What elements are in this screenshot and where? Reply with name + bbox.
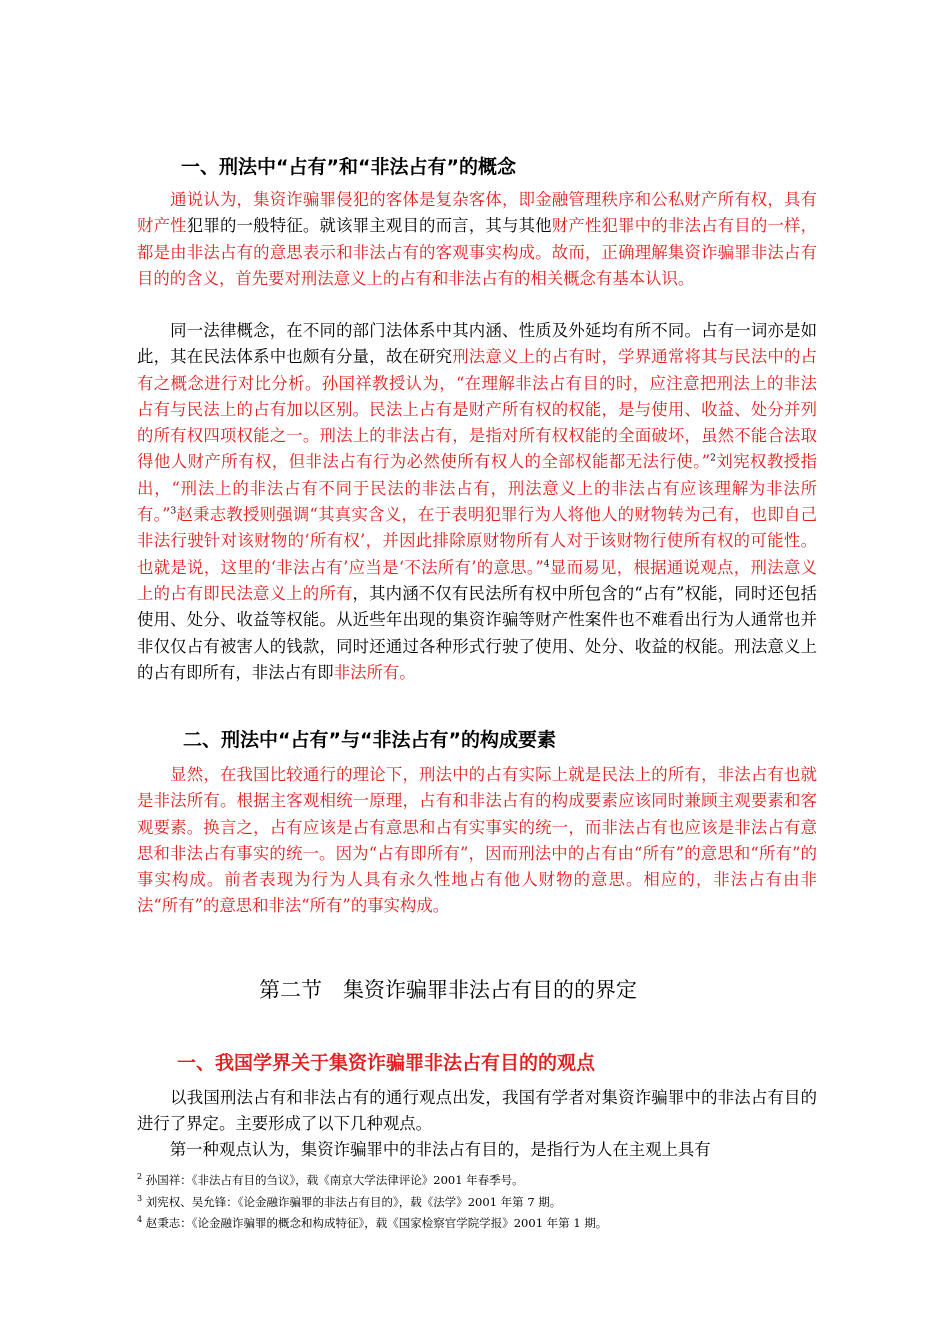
footnote-text: 孙国祥：《非法占有目的刍议》，载《南京大学法律评论》2001 年春季号。 <box>142 1173 524 1187</box>
footnote-number: 4 <box>137 1215 143 1225</box>
paragraph-s1-2 <box>137 318 817 686</box>
paragraph-s3-1: 以我国刑法占有和非法占有的通行观点出发，我国有学者对集资诈骗罪中的非法占有目的进行了界定。主要形成了以下几种观点。 <box>137 1088 817 1134</box>
footnote-text: 刘宪权、吴允锋：《论金融诈骗罪的非法占有目的》，载《法学》2001 年第 7 期。 <box>142 1195 562 1209</box>
footnote-text: 赵秉志：《论金融诈骗罪的概念和构成特征》，载《国家检察官学院学报》2001 年第 1 期。 <box>142 1216 608 1230</box>
footnote-ref: 2 <box>710 454 716 465</box>
text-run: 显然，在我国比较通行的理论下，刑法中的占有实际上就是民法上的所有，非法占有也就是非法所有。根据主客观相统一原理，占有和非法占有的构成要素应该同时兼顾主观要素和客观要素。换言之，占有应该是占有意思和占有实事实的统一，而非法占有也应该是非法占有意思和非法占有事实的统一。因为“占有即所有”，因而刑法中的占有由“所有”的意思和“所有”的事实构成。前者表现为行为人具有永久性地占有他人财物的意思。相应的，非法占有由非法“所有”的意思和非法“所有”的事实构成。 <box>137 765 817 916</box>
text-run: 非法所有。 <box>333 662 416 682</box>
text-run: 通说认为，集资诈骗罪侵犯的客体是复杂客体，即金融管理秩序和公私财产所有权，具有财产性 <box>137 190 817 236</box>
text-run: 刑法意义上的占有时，学界通常将其与民法中的占有之概念进行对比分析。孙国祥教授认为，“在理解非法占有目的时，应注意把刑法上的非法占有与民法上的占有加以区别。民法上占有是财产所有权的权能，是与使用、收益、处分并列的所有权四项权能之一。刑法上的非法占有，是指对所有权权能的全面破坏，虽然不能合法取得他人财产所有权，但非法占有行为必然使所有权人的全部权能都无法行使。” <box>137 347 818 472</box>
footnote-number: 2 <box>137 1172 143 1182</box>
text-run: ，其内涵不仅有民法所有权中所包含的“占有”权能，同时还包括使用、处分、收益等权能。从近些年出现的集资诈骗等财产性案件也不难看出行为人通常也并非仅仅占有被害人的钱款，同时还通过各种形式行驶了使用、处分、收益的权能。刑法意义上的占有即所有，非法占有即 <box>137 583 818 682</box>
paragraph-s2-1 <box>137 762 817 920</box>
footnote-4 <box>137 1215 607 1231</box>
section-heading-1: 一、刑法中“占有”和“非法占有”的概念 <box>181 156 516 178</box>
text-run: 赵秉志教授则强调“其真实含义，在于表明犯罪行为人将他人的财物转为己有，也即自己非法行驶针对该财物的‘所有权’，并因此排除原财物所有人对于该财物行使所有权的可能性。也就是说，这里的‘非法占有’应当是‘不法所有’的意思。” <box>137 505 817 577</box>
text-run: 显而易见，根据通说观点，刑法意义上的占有即民法意义上的所有 <box>137 557 817 603</box>
section-heading-2: 二、刑法中“占有”与“非法占有”的构成要素 <box>183 729 556 751</box>
paragraph-s3-2: 第一种观点认为，集资诈骗罪中的非法占有目的，是指行为人在主观上具有 <box>137 1140 711 1159</box>
footnote-3 <box>137 1194 561 1210</box>
footnote-number: 3 <box>137 1194 143 1204</box>
text-run: 财产性犯罪中的非法占有目的一样，都是由非法占有的意思表示和非法占有的客观事实构成。故而，正确理解集资诈骗罪非法占有目的的含义，首先要对刑法意义上的占有和非法占有的相关概念有基本认识。 <box>137 216 818 288</box>
section-heading-3: 一、我国学界关于集资诈骗罪非法占有目的的观点 <box>177 1052 596 1074</box>
text-run: 犯罪的一般特征。就该罪主观目的而言，其与其他 <box>186 216 552 236</box>
footnote-2 <box>137 1172 524 1188</box>
footnote-ref: 3 <box>170 506 177 517</box>
footnote-ref: 4 <box>543 559 550 570</box>
paragraph-s1-1 <box>137 187 817 292</box>
text-run: 同一法律概念，在不同的部门法体系中其内涵、性质及外延均有所不同。占有一词亦是如此，其在民法体系中也颇有分量，故在研究 <box>137 321 817 367</box>
text-run: 刘宪权教授指出，“刑法上的非法占有不同于民法的非法占有，刑法意义上的非法占有应该理解为非法所有。” <box>137 452 818 525</box>
chapter-title: 第二节 集资诈骗罪非法占有目的的界定 <box>259 978 637 1002</box>
